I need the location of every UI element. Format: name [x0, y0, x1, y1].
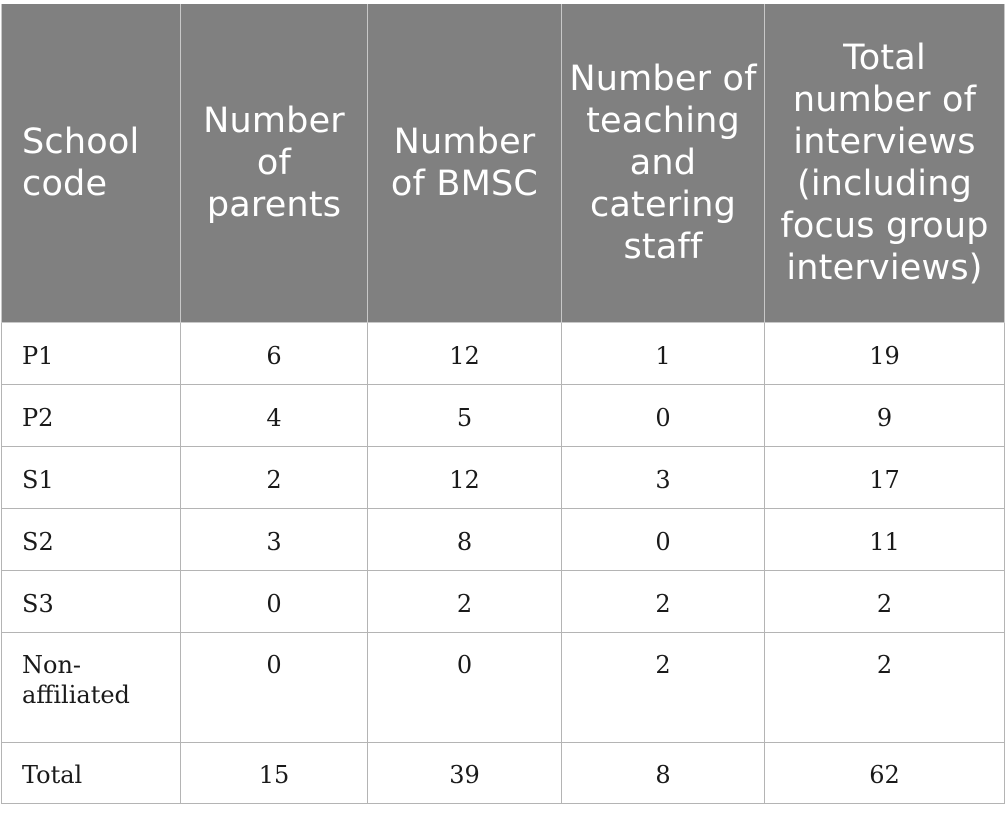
- table-row: [2, 323, 1005, 385]
- cell-school-code: S2: [2, 509, 181, 571]
- cell-parents: 0: [181, 633, 368, 743]
- table-row: [2, 509, 1005, 571]
- cell-bmsc: 5: [368, 385, 562, 447]
- table-row: [2, 633, 1005, 743]
- cell-parents: 2: [181, 447, 368, 509]
- table-row: [2, 571, 1005, 633]
- cell-parents: 3: [181, 509, 368, 571]
- cell-parents: 0: [181, 571, 368, 633]
- cell-staff: 8: [562, 743, 765, 804]
- cell-staff: 0: [562, 385, 765, 447]
- table-header: [2, 4, 1005, 323]
- cell-total-interviews: 9: [765, 385, 1005, 447]
- cell-school-code: S3: [2, 571, 181, 633]
- cell-total-interviews: 62: [765, 743, 1005, 804]
- header-total-interviews: Total number of interviews (including focus group interviews): [765, 4, 1005, 323]
- header-number-of-bmsc: Number of BMSC: [368, 4, 562, 323]
- cell-staff: 1: [562, 323, 765, 385]
- cell-bmsc: 12: [368, 323, 562, 385]
- header-number-of-staff: Number of teaching and catering staff: [562, 4, 765, 323]
- header-number-of-parents: Number of parents: [181, 4, 368, 323]
- table-row: [2, 385, 1005, 447]
- cell-total-interviews: 11: [765, 509, 1005, 571]
- cell-bmsc: 39: [368, 743, 562, 804]
- cell-parents: 4: [181, 385, 368, 447]
- cell-school-code: Total: [2, 743, 181, 804]
- cell-school-code: S1: [2, 447, 181, 509]
- cell-total-interviews: 19: [765, 323, 1005, 385]
- header-school-code: School code: [2, 4, 181, 323]
- cell-parents: 15: [181, 743, 368, 804]
- cell-total-interviews: 2: [765, 633, 1005, 743]
- cell-staff: 2: [562, 633, 765, 743]
- cell-bmsc: 2: [368, 571, 562, 633]
- table-row-total: [2, 743, 1005, 804]
- cell-school-code: P1: [2, 323, 181, 385]
- cell-bmsc: 12: [368, 447, 562, 509]
- table-body: [2, 323, 1005, 804]
- cell-parents: 6: [181, 323, 368, 385]
- cell-staff: 0: [562, 509, 765, 571]
- data-table-container: [1, 4, 1004, 804]
- cell-total-interviews: 17: [765, 447, 1005, 509]
- cell-school-code: Non-affiliated: [2, 633, 181, 743]
- cell-staff: 2: [562, 571, 765, 633]
- cell-staff: 3: [562, 447, 765, 509]
- cell-bmsc: 0: [368, 633, 562, 743]
- cell-total-interviews: 2: [765, 571, 1005, 633]
- interviews-table: [1, 4, 1005, 804]
- cell-school-code: P2: [2, 385, 181, 447]
- table-row: [2, 447, 1005, 509]
- cell-bmsc: 8: [368, 509, 562, 571]
- header-row: [2, 4, 1005, 323]
